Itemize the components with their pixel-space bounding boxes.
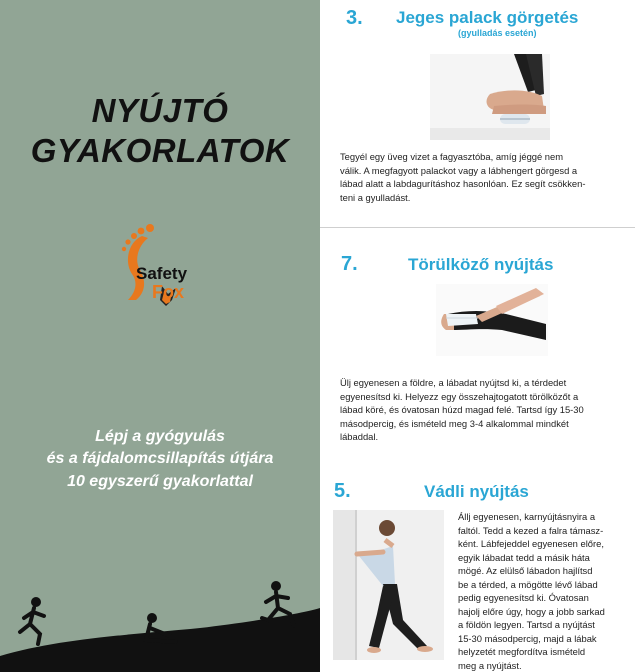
exercise-3-title: Jeges palack görgetés bbox=[396, 8, 579, 27]
exercise-7-photo bbox=[436, 284, 548, 356]
logo-text-fox: Fox bbox=[152, 282, 185, 302]
exercise-7-number: 7. bbox=[341, 253, 358, 275]
exercise-3-line: teni a gyulladást. bbox=[340, 191, 411, 203]
exercise-3-description bbox=[340, 150, 585, 204]
exercise-5-line: meg a nyújtást. bbox=[458, 659, 522, 671]
exercise-5-line: a földön legyen. Tartsd a nyújtást bbox=[458, 619, 595, 630]
logo-text-safety: Safety bbox=[136, 264, 188, 283]
exercise-7-line: egyenesítsd ki. Helyezz egy összehajtogatott törölközőt a bbox=[340, 390, 579, 402]
exercise-3-line: lábad alatt a labdagurításhoz hasonlóan. Ez segít csökken- bbox=[340, 178, 586, 189]
exercise-5-line: be a térded, a mögötte lévő lábad bbox=[458, 578, 598, 590]
exercise-7-line: lábad köré, és óvatosan húzd magad felé. Tartsd így 15-30 bbox=[340, 404, 584, 415]
exercise-silhouettes-image bbox=[0, 578, 320, 672]
tagline-line3: 10 egyszerű gyakorlattal bbox=[67, 473, 253, 490]
section-divider bbox=[320, 227, 635, 228]
exercise-3-line: válik. A megfagyott palackot vagy a lábhengert görgesd a bbox=[340, 164, 578, 176]
exercise-5-line: Állj egyenesen, karnyújtásnyira a bbox=[458, 511, 596, 522]
exercise-3-number: 3. bbox=[346, 7, 363, 29]
exercise-7-line: lábaddal. bbox=[340, 431, 379, 442]
exercise-5-line: faltól. Tedd a kezed a falra támasz- bbox=[458, 524, 604, 536]
cover-title-line1: NYÚJTÓ bbox=[91, 92, 229, 129]
exercise-5-photo bbox=[333, 510, 444, 660]
tagline-line1: Lépj a gyógyulás bbox=[95, 428, 225, 445]
safety-fox-logo bbox=[112, 222, 212, 322]
bottle-roll-foot-image bbox=[430, 54, 550, 140]
exercise-7-line: másodpercig, és ismételd meg 3-4 alkalommal mindkét bbox=[340, 417, 569, 429]
tagline-line2: és a fájdalomcsillapítás útjára bbox=[46, 450, 274, 467]
exercise-5-description bbox=[458, 510, 628, 672]
exercise-5-line: mögé. Az elülső lábadon hajlítsd bbox=[458, 565, 593, 576]
exercise-3-subtitle: (gyulladás esetén) bbox=[458, 28, 537, 38]
exercise-7-line: Ülj egyenesen a földre, a lábadat nyújtsd ki, a térdedet bbox=[340, 377, 567, 388]
exercise-3-line: Tegyél egy üveg vizet a fagyasztóba, amíg jéggé nem bbox=[340, 151, 564, 162]
exercise-5-line: pedig egyenesítsd ki. Óvatosan bbox=[458, 592, 589, 603]
exercise-5-line: helyzetét megfordítva ismételd bbox=[458, 646, 586, 657]
cover-title-line2: GYAKORLATOK bbox=[30, 132, 290, 169]
exercise-5-title: Vádli nyújtás bbox=[424, 482, 529, 501]
exercise-3-photo bbox=[430, 54, 550, 140]
calf-stretch-image bbox=[333, 510, 444, 660]
exercise-5-line: ként. Lábfejeddel egyenesen előre, bbox=[458, 538, 604, 549]
exercise-5-number: 5. bbox=[334, 480, 351, 502]
exercise-5-line: egyik lábadat tedd a másik háta bbox=[458, 551, 590, 563]
towel-stretch-image bbox=[436, 284, 548, 356]
exercise-5-line: hajolj előre úgy, hogy a jobb sarkad bbox=[458, 605, 605, 617]
exercise-7-description bbox=[340, 376, 584, 444]
exercise-7-title: Törülköző nyújtás bbox=[408, 255, 554, 274]
exercise-5-line: 15-30 másodpercig, majd a lábak bbox=[458, 632, 597, 644]
